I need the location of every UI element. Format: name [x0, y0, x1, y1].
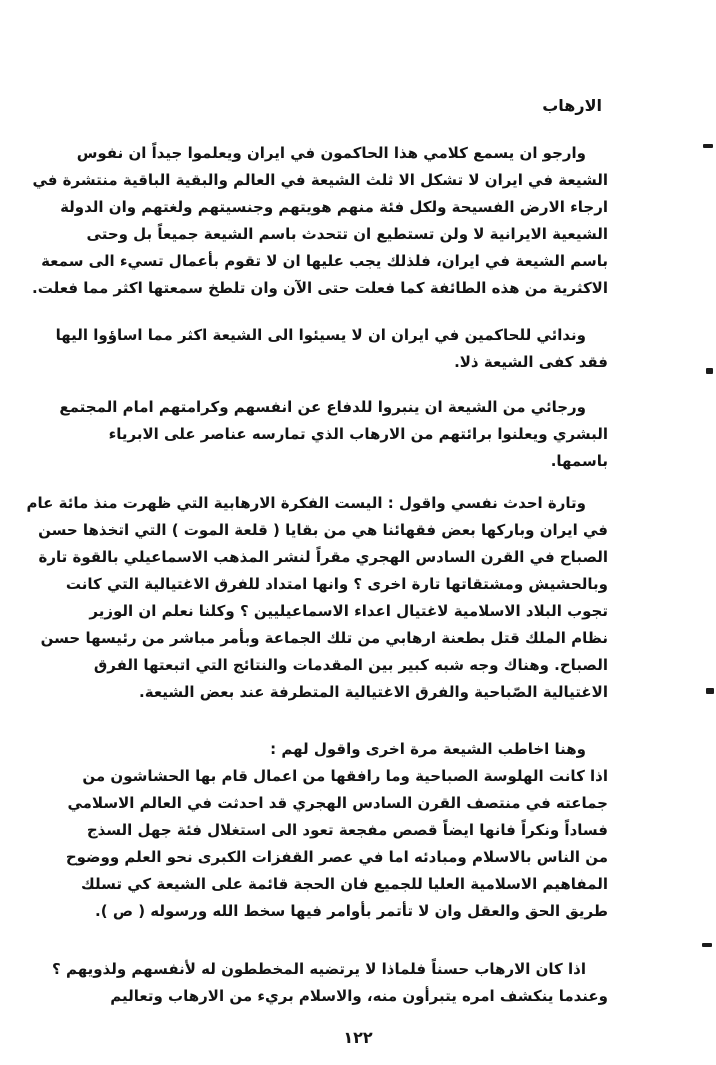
text-line: من الناس بالاسلام ومبادئه اما في عصر القفزات الكبرى نحو العلم ووضوح: [65, 848, 608, 866]
paragraph-6: [52, 956, 608, 1010]
text-line: نظام الملك قتل بطعنة ارهابي من تلك الجماعة وبأمر مباشر من رئيسها حسن: [40, 629, 608, 647]
text-line: فقد كفى الشيعة ذلا.: [454, 353, 608, 371]
text-line: الشيعية الايرانية لا ولن تستطيع ان تتحدث باسم الشيعة جميعاً بل وحتى: [86, 225, 608, 243]
text-line: الاغتيالية الصّباحية والفرق الاغتيالية المتطرفة عند بعض الشيعة.: [139, 683, 608, 701]
text-line: الشيعة في ايران لا تشكل الا ثلث الشيعة في العالم والبقية الباقية منتشرة في: [32, 171, 608, 189]
text-line: جماعته في منتصف القرن السادس الهجري قد احدثت في العالم الاسلامي: [67, 794, 608, 812]
paragraph-2: [55, 322, 608, 376]
text-line: البشري ويعلنوا برائتهم من الارهاب الذي تمارسه عناصر على الابرياء: [108, 425, 608, 443]
text-line: فساداً ونكراً فانها ايضاً قصص مفجعة تعود الى استغلال فئة جهل السذج: [86, 821, 608, 839]
text-line: ارجاء الارض الفسيحة ولكل فئة منهم هويتهم وجنسيتهم ولغتهم وان الدولة: [60, 198, 608, 216]
paragraph-4: [26, 490, 608, 706]
text-line: تجوب البلاد الاسلامية لاغتيال اعداء الاسماعيليين ؟ وكلنا نعلم ان الوزير: [89, 602, 608, 620]
scan-edge-mark: [703, 144, 713, 148]
text-line: المفاهيم الاسلامية العليا للجميع فان الحجة قائمة على الشيعة كي تسلك: [81, 875, 608, 893]
text-line: وارجو ان يسمع كلامي هذا الحاكمون في ايران ويعلموا جيداً ان نفوس: [76, 144, 586, 162]
text-line: طريق الحق والعقل وان لا تأتمر بأوامر فيها سخط الله ورسوله ( ص ).: [95, 902, 608, 920]
text-line: وندائي للحاكمين في ايران ان لا يسيئوا الى الشيعة اكثر مما اساؤوا اليها: [55, 326, 586, 344]
text-line: الصباح في القرن السادس الهجري مقراً لنشر المذهب الاسماعيلي بالقوة تارة: [38, 548, 608, 566]
text-line: الاكثرية من هذه الطائفة كما فعلت حتى الآن وان تلطخ سمعتها اكثر مما فعلت.: [32, 279, 608, 297]
paragraph-5: [65, 736, 608, 925]
scan-edge-mark: [706, 368, 713, 374]
page-number: ١٢٢: [343, 1028, 373, 1047]
text-line: في ايران وباركها بعض فقهائنا هي من بقايا ( قلعة الموت ) التي اتخذها حسن: [38, 521, 608, 539]
text-line: الصباح. وهناك وجه شبه كبير بين المقدمات والنتائج التي اتبعتها الفرق: [93, 656, 608, 674]
text-line: اذا كان الارهاب حسناً فلماذا لا يرتضيه المخططون له لأنفسهم ولذويهم ؟: [52, 960, 586, 978]
text-line: باسمها.: [550, 452, 608, 470]
text-line: وتارة احدث نفسي واقول : اليست الفكرة الارهابية التي ظهرت منذ مائة عام: [26, 494, 586, 512]
text-line: باسم الشيعة في ايران، فلذلك يجب عليها ان لا تقوم بأعمال تسيء الى سمعة: [41, 252, 608, 270]
scan-edge-mark: [702, 943, 712, 947]
running-header: الارهاب: [542, 96, 602, 115]
text-line: اذا كانت الهلوسة الصباحية وما رافقها من اعمال قام بها الحشاشون من: [82, 767, 608, 785]
text-line: وعندما ينكشف امره يتبرأون منه، والاسلام بريء من الارهاب وتعاليم: [110, 987, 608, 1005]
scan-edge-mark: [706, 688, 714, 694]
paragraph-3: [59, 394, 608, 475]
text-line: وبالحشيش ومشتقاتها تارة اخرى ؟ وانها امتداد للفرق الاغتيالية التي كانت: [65, 575, 608, 593]
text-line: وهنا اخاطب الشيعة مرة اخرى واقول لهم :: [270, 740, 586, 758]
text-line: ورجائي من الشيعة ان ينبروا للدفاع عن انفسهم وكرامتهم امام المجتمع: [59, 398, 586, 416]
paragraph-1: [32, 140, 608, 302]
